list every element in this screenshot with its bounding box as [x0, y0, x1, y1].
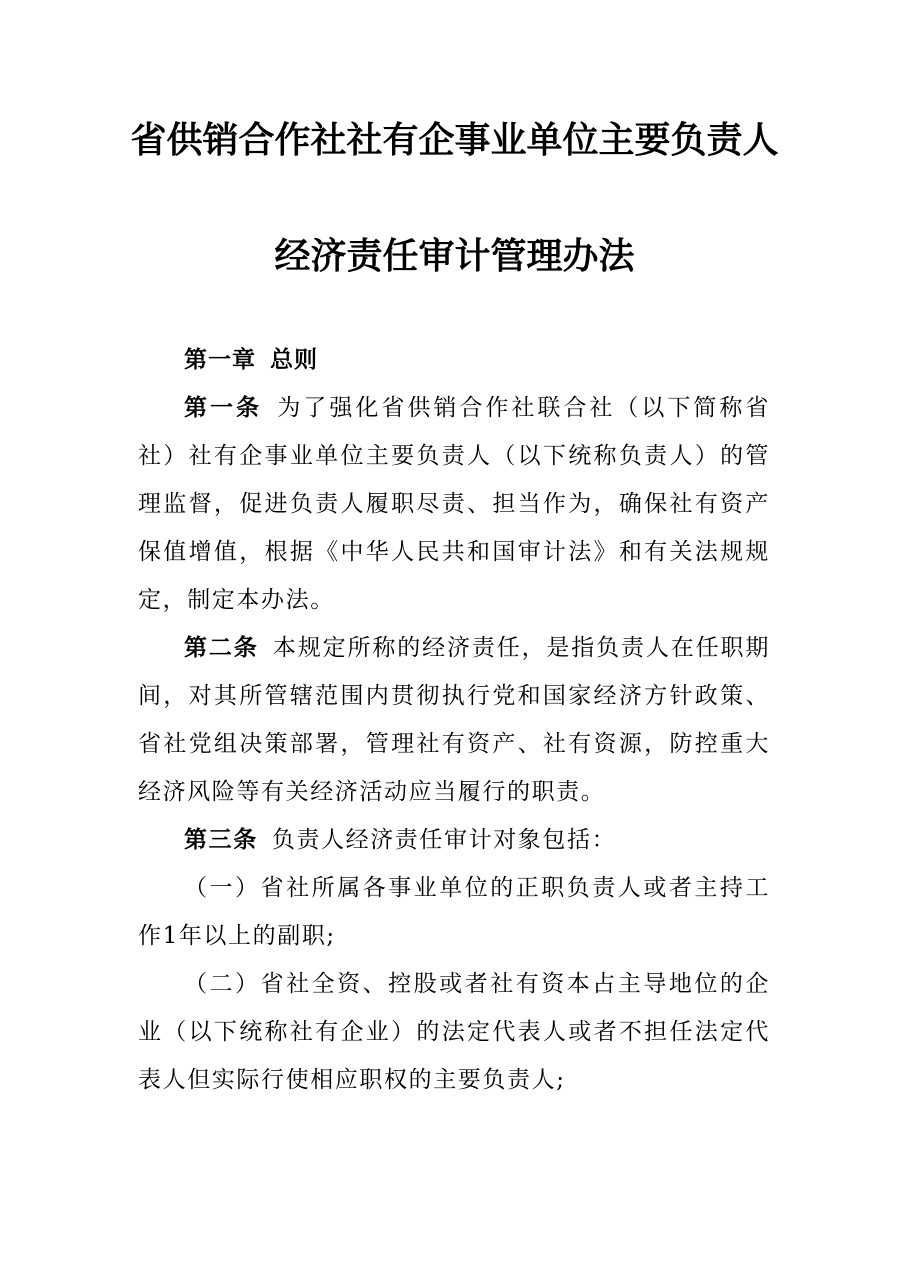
article-3	[138, 816, 770, 864]
chapter-label: 第一章	[184, 346, 256, 373]
chapter-name: 总则	[270, 346, 318, 373]
article-3-label: 第三条	[184, 826, 258, 853]
article-2-label: 第二条	[184, 634, 259, 661]
article-3-item-2	[138, 960, 770, 1104]
article-3-text: 负责人经济责任审计对象包括：	[271, 827, 617, 853]
article-3-item-2-text: （二）省社全资、控股或者社有资本占主导地位的企业（以下统称社有企业）的法定代表人或者不担任法定代表人但实际行使相应职权的主要负责人;	[138, 971, 770, 1093]
article-3-item-1	[138, 864, 770, 960]
article-3-item-1-text: （一）省社所属各事业单位的正职负责人或者主持工作1年以上的副职;	[138, 875, 770, 949]
article-2-text: 本规定所称的经济责任，是指负责人在任职期间，对其所管辖范围内贯彻执行党和国家经济方针政策、省社党组决策部署，管理社有资产、社有资源，防控重大经济风险等有关经济活动应当履行的职责。	[138, 635, 770, 805]
article-2	[138, 624, 770, 816]
document-body	[138, 336, 770, 1104]
article-1-label: 第一条	[184, 394, 262, 421]
document-title-line-1: 省供销合作社社有企事业单位主要负责人	[130, 119, 779, 161]
article-1-text: 为了强化省供销合作社联合社（以下简称省社）社有企事业单位主要负责人（以下统称负责人）的管理监督，促进负责人履职尽责、担当作为，确保社有资产保值增值，根据《中华人民共和国审计法》和有关法规规定，制定本办法。	[138, 395, 770, 613]
article-1	[138, 384, 770, 624]
chapter-heading	[138, 336, 770, 384]
document-title-line-2: 经济责任审计管理办法	[274, 235, 635, 277]
